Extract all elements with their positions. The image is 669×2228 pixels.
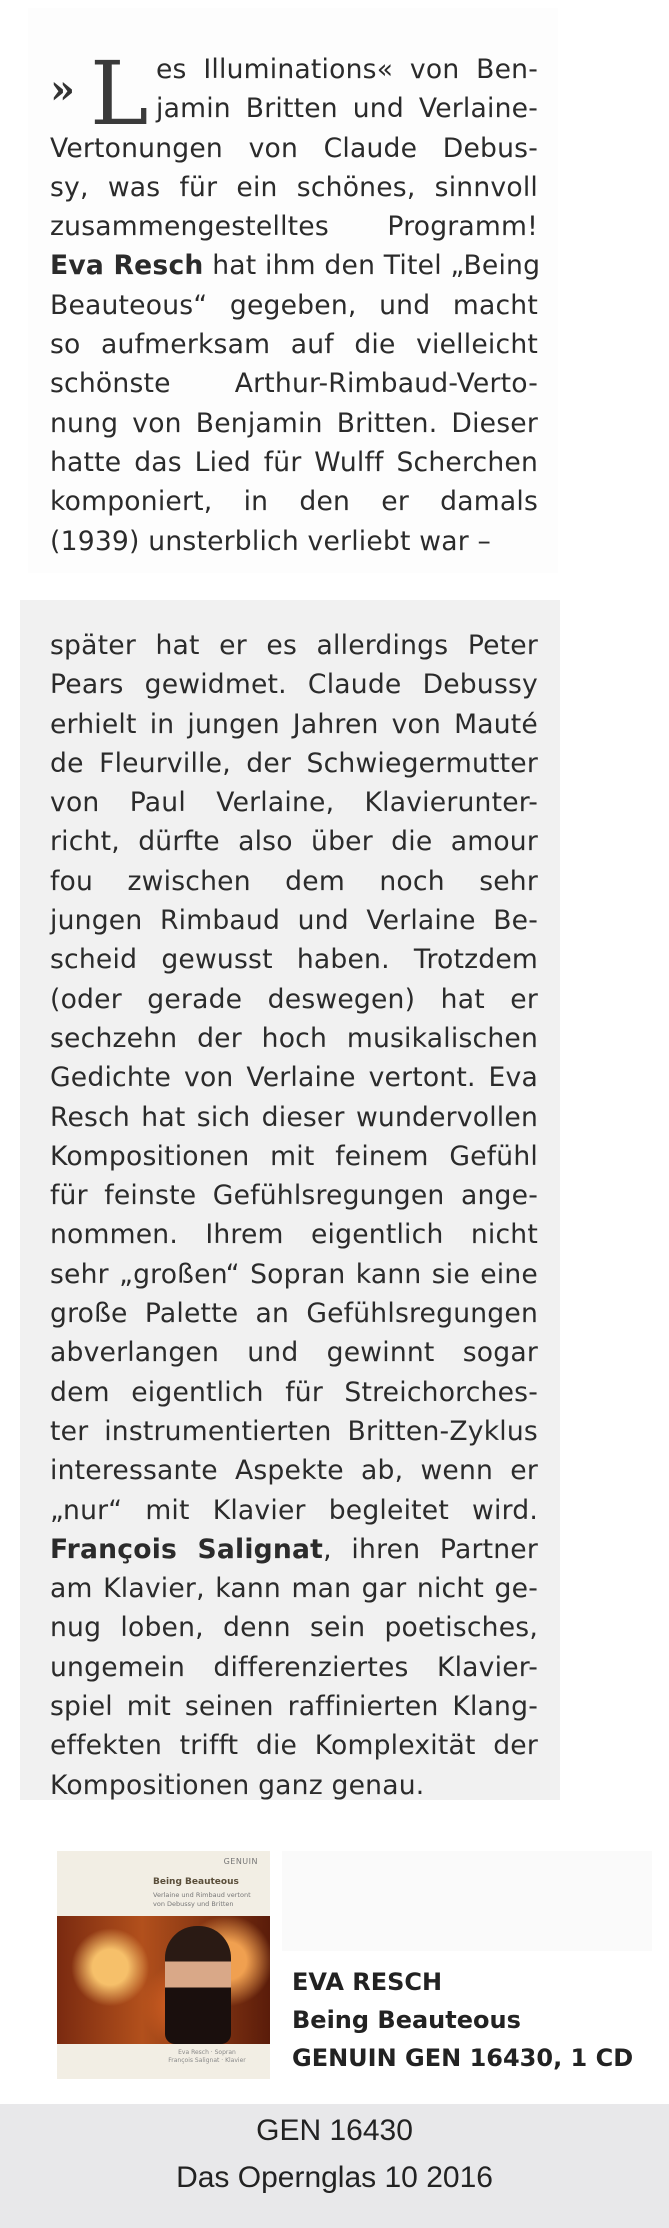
text-line: schönste Arthur-Rimbaud-Verto- [50, 368, 538, 400]
cd-cover-label: GENUIN [223, 1857, 258, 1866]
text-line: „nur“ mit Klavier begleitet wird. [50, 1494, 538, 1526]
cd-cover-credits [147, 2049, 267, 2065]
text-line: Pears gewidmet. Claude Debussy [50, 669, 538, 701]
text-line: große Palette an Gefühlsregungen [50, 1298, 538, 1330]
text-line: sy, was für ein schönes, sinnvoll [50, 171, 538, 203]
text-line: jamin Britten und Verlaine- [156, 93, 538, 125]
text-line: Kompositionen ganz genau. [50, 1769, 425, 1801]
text-line: für feinste Gefühlsregungen ange- [50, 1180, 538, 1212]
text-line: interessante Aspekte ab, wenn er [50, 1455, 538, 1487]
footer [0, 2104, 669, 2228]
text-line: spiel mit seinen raffinierten Klang- [50, 1691, 538, 1723]
text-line: nommen. Ihrem eigentlich nicht [50, 1219, 538, 1251]
text-line: Gedichte von Verlaine vertont. Eva [50, 1062, 538, 1094]
text-line: am Klavier, kann man gar nicht ge- [50, 1573, 538, 1605]
text-line: François Salignat, ihren Partner [50, 1533, 538, 1565]
cd-artist: EVA RESCH [292, 1968, 443, 1996]
text-line: jungen Rimbaud und Verlaine Be- [50, 905, 538, 937]
text-line: es Illuminations« von Ben- [156, 54, 538, 85]
cd-info [57, 1851, 657, 2079]
footer-catalog-number: GEN 16430 [256, 2114, 413, 2147]
text-line: hatte das Lied für Wulff Scherchen [50, 446, 538, 478]
cd-cover-image [57, 1851, 270, 2079]
text-line: ungemein differenziertes Klavier- [50, 1651, 538, 1683]
cd-title: Being Beauteous [292, 2006, 521, 2034]
text-line: richt, dürfte also über die amour [50, 826, 538, 858]
text-line: so aufmerksam auf die vielleicht [50, 329, 538, 361]
text-line: Resch hat sich dieser wundervollen [50, 1101, 538, 1133]
opening-quote: » [50, 66, 76, 113]
cd-cover-photo [57, 1916, 270, 2044]
text-line: nung von Benjamin Britten. Dieser [50, 407, 538, 439]
text-line: sechzehn der hoch musikalischen [50, 1022, 538, 1054]
cd-cover-credit-2: François Salignat · Klavier [168, 2057, 246, 2064]
text-line: (oder gerade deswegen) hat er [50, 983, 538, 1015]
cd-info-background [282, 1851, 652, 1951]
text-line: später hat er es allerdings Peter [50, 630, 538, 661]
cd-cover-title: Being Beauteous [153, 1877, 239, 1887]
text-line: Vertonungen von Claude Debus- [50, 132, 538, 164]
article-column-2 [50, 626, 538, 1805]
text-line: zusammengestelltes Programm! [50, 211, 538, 243]
text-line: komponiert, in den er damals [50, 486, 538, 518]
name-highlight: François Salignat [50, 1533, 324, 1565]
text-line: nug loben, denn sein poetisches, [50, 1612, 538, 1644]
name-highlight: Eva Resch [50, 250, 204, 282]
text-line: Beauteous“ gegeben, und macht [50, 289, 538, 321]
text-line: ter instrumentierten Britten-Zyklus [50, 1415, 538, 1447]
text-line: dem eigentlich für Streichorches- [50, 1376, 538, 1408]
text-line: fou zwischen dem noch sehr [50, 865, 538, 897]
text-line: erhielt in jungen Jahren von Mauté [50, 708, 538, 740]
text-line: de Fleurville, der Schwiegermutter [50, 747, 538, 779]
text-line: von Paul Verlaine, Klavierunter- [50, 787, 538, 819]
singer-figure [165, 1926, 231, 2044]
cd-details [292, 1963, 633, 2077]
text-line: abverlangen und gewinnt sogar [50, 1337, 538, 1369]
drop-cap: L [90, 42, 149, 145]
text-line: Kompositionen mit feinem Gefühl [50, 1140, 538, 1172]
article-column-1 [50, 42, 541, 561]
footer-source: Das Opernglas 10 2016 [176, 2161, 493, 2194]
cd-cover-credit-1: Eva Resch · Sopran [178, 2049, 236, 2056]
text-line: sehr „großen“ Sopran kann sie eine [50, 1258, 538, 1290]
text-line: Eva Resch hat ihm den Titel „Being [50, 250, 541, 282]
cd-cover-subtitle: Verlaine und Rimbaud vertont von Debussy und Britten [153, 1891, 251, 1908]
text-line: effekten trifft die Komplexität der [50, 1730, 538, 1762]
cd-catalog: GENUIN GEN 16430, 1 CD [292, 2044, 634, 2072]
text-line: scheid gewusst haben. Trotzdem [50, 944, 538, 976]
text-line: (1939) unsterblich verliebt war – [50, 525, 492, 557]
